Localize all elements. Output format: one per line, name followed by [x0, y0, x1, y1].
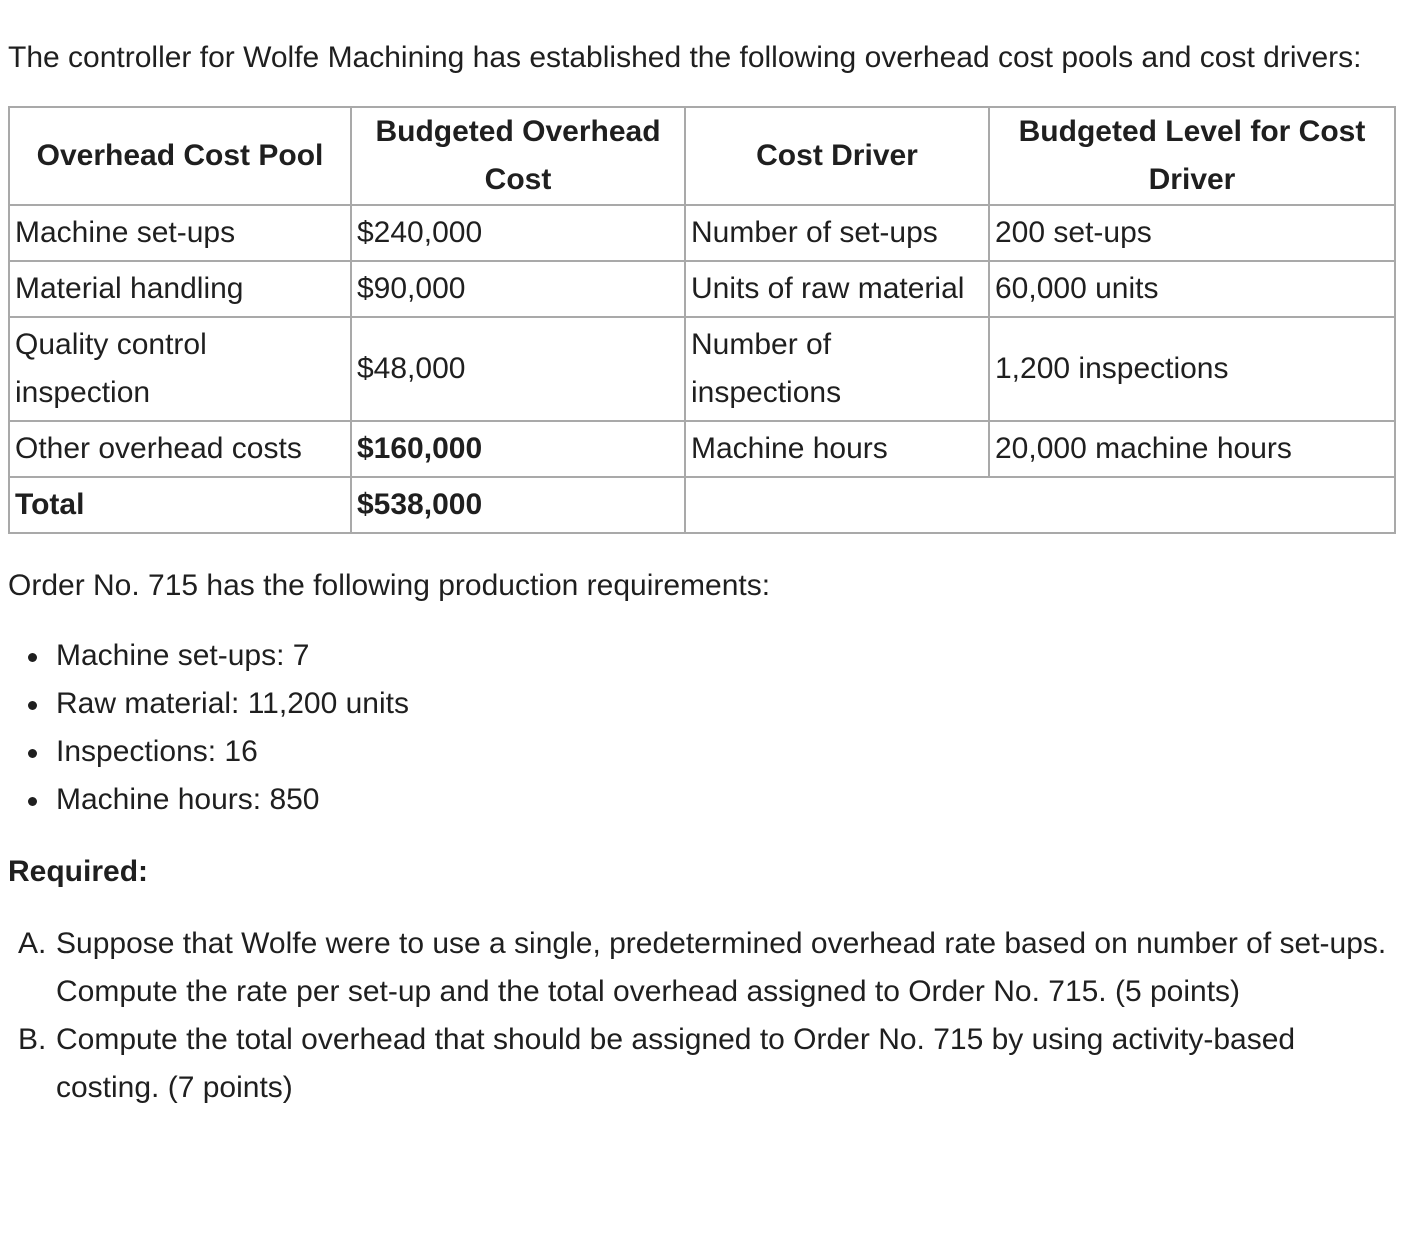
table-row: [9, 421, 1395, 477]
list-item: Inspections: 16: [56, 728, 1406, 776]
cell-level: 20,000 machine hours: [989, 421, 1395, 477]
cell-pool: Quality control inspection: [9, 317, 351, 421]
cell-pool: Other overhead costs: [9, 421, 351, 477]
cell-driver: Number of set-ups: [685, 205, 989, 261]
header-overhead-cost-pool: Overhead Cost Pool: [9, 107, 351, 205]
questions-list: [8, 920, 1396, 1112]
cell-cost: $90,000: [351, 261, 685, 317]
header-cost-driver: Cost Driver: [685, 107, 989, 205]
question-item: [18, 1016, 1396, 1112]
question-marker: A.: [18, 927, 47, 960]
header-budgeted-overhead-cost: Budgeted Overhead Cost: [351, 107, 685, 205]
table-row: [9, 205, 1395, 261]
header-budgeted-level: Budgeted Level for Cost Driver: [989, 107, 1395, 205]
list-item: Raw material: 11,200 units: [56, 680, 1406, 728]
cell-cost: $48,000: [351, 317, 685, 421]
cell-driver: Machine hours: [685, 421, 989, 477]
intro-paragraph: The controller for Wolfe Machining has established the following overhead cost pools and cost drivers:: [8, 41, 1362, 74]
question-item: [18, 920, 1396, 1016]
question-text: Suppose that Wolfe were to use a single, predetermined overhead rate based on number of set-ups. Compute the rate per set-up and the total overhead assigned to Order No. 715. (5 points): [56, 927, 1387, 1008]
cell-level: 1,200 inspections: [989, 317, 1395, 421]
cell-level: 200 set-ups: [989, 205, 1395, 261]
cell-cost: $160,000: [351, 421, 685, 477]
list-item: Machine set-ups: 7: [56, 632, 1406, 680]
order-intro-paragraph: Order No. 715 has the following production requirements:: [8, 569, 771, 602]
cell-total-empty: [685, 477, 1395, 533]
requirements-list: [8, 632, 1406, 824]
table-total-row: [9, 477, 1395, 533]
table-row: [9, 261, 1395, 317]
cell-driver: Number of inspections: [685, 317, 989, 421]
cell-cost: $240,000: [351, 205, 685, 261]
list-item: Machine hours: 850: [56, 776, 1406, 824]
cell-level: 60,000 units: [989, 261, 1395, 317]
cell-pool: Material handling: [9, 261, 351, 317]
required-heading: Required:: [8, 855, 149, 888]
table-row: [9, 317, 1395, 421]
question-marker: B.: [18, 1023, 47, 1056]
question-text: Compute the total overhead that should be assigned to Order No. 715 by using activity-based costing. (7 points): [56, 1023, 1296, 1104]
cell-pool: Machine set-ups: [9, 205, 351, 261]
overhead-cost-table: [8, 106, 1396, 534]
cell-total-label: Total: [9, 477, 351, 533]
cell-driver: Units of raw material: [685, 261, 989, 317]
table-header-row: [9, 107, 1395, 205]
cell-total-cost: $538,000: [351, 477, 685, 533]
